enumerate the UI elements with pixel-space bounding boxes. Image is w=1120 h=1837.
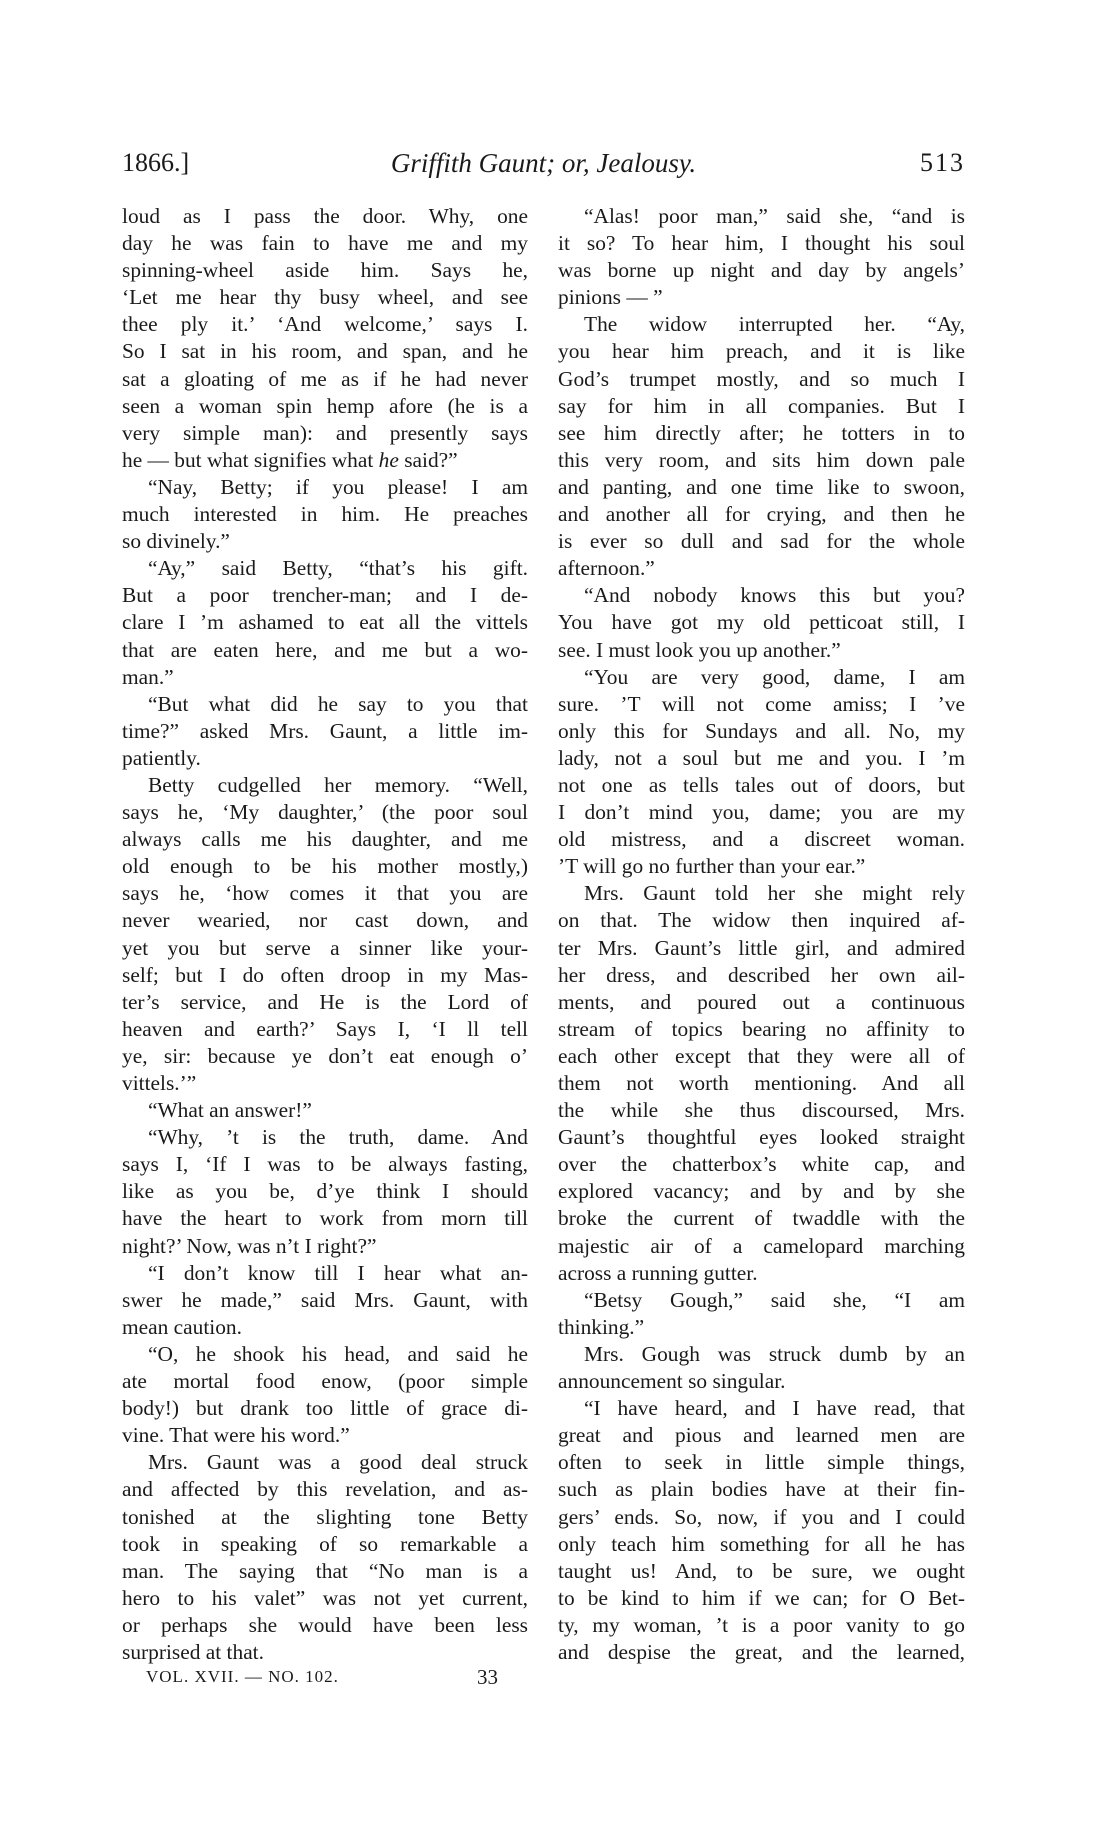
text-line: heaven and earth?’ Says I, ‘I ll tell — [122, 1016, 528, 1041]
text-line: see him directly after; he totters in to — [558, 420, 965, 445]
text-line: took in speaking of so remarkable a — [122, 1531, 528, 1556]
text-line: the while she thus discoursed, Mrs. — [558, 1098, 965, 1123]
text-line: much interested in him. He preaches — [122, 502, 528, 527]
text-line: or perhaps she would have been less — [122, 1612, 528, 1637]
text-line: ate mortal food enow, (poor simple — [122, 1369, 528, 1394]
header-year: 1866.] — [122, 148, 190, 177]
text-line: day he was fain to have me and my — [122, 231, 528, 256]
text-line: such as plain bodies have at their fin- — [558, 1477, 965, 1502]
left-column — [122, 203, 528, 1666]
header-title: Griffith Gaunt; or, Jealousy. — [390, 148, 697, 178]
text-line: “Nay, Betty; if you please! I am — [148, 474, 528, 499]
text-line: pinions — ” — [558, 285, 663, 310]
text-line: great and pious and learned men are — [558, 1423, 965, 1448]
text-line: The widow interrupted her. “Ay, — [584, 312, 965, 337]
text-line: thee ply it.’ ‘And welcome,’ says I. — [122, 312, 528, 337]
text-line: surprised at that. — [122, 1639, 264, 1664]
text-line: that are eaten here, and me but a wo- — [122, 637, 528, 662]
text-line: Gaunt’s thoughtful eyes looked straight — [558, 1125, 965, 1150]
text-line: ter Mrs. Gaunt’s little girl, and admired — [558, 935, 965, 960]
text-line: taught us! And, to be sure, we ought — [558, 1558, 965, 1583]
text-line: broke the current of twaddle with the — [558, 1206, 965, 1231]
text-line: is ever so dull and sad for the whole — [558, 529, 965, 554]
text-line: “Why, ’t is the truth, dame. And — [148, 1125, 528, 1150]
text-line: ments, and poured out a continuous — [558, 989, 965, 1014]
text-line: “But what did he say to you that — [148, 691, 528, 716]
text-line: thinking.” — [558, 1314, 645, 1339]
text-line: hero to his valet” was not yet current, — [122, 1585, 528, 1610]
text-line: stream of topics bearing no affinity to — [558, 1016, 965, 1041]
text-line: body!) but drank too little of grace di- — [122, 1396, 528, 1421]
text-line: have the heart to work from morn till — [122, 1206, 528, 1231]
page-number: 513 — [920, 148, 965, 177]
text-line: seen a woman spin hemp afore (he is a — [122, 393, 528, 418]
text-line: “Ay,” said Betty, “that’s his gift. — [148, 556, 528, 581]
text-line: you hear him preach, and it is like — [558, 339, 965, 364]
text-line: sat a gloating of me as if he had never — [122, 366, 528, 391]
text-line: “I have heard, and I have read, that — [584, 1396, 965, 1421]
text-line: each other except that they were all of — [558, 1043, 965, 1068]
text-line: “What an answer!” — [148, 1098, 312, 1123]
text-line: he — but what signifies what he said?” — [122, 447, 458, 472]
text-line: “You are very good, dame, I am — [584, 664, 965, 689]
text-line: ty, my woman, ’t is a poor vanity to go — [558, 1612, 965, 1637]
volume-number: VOL. XVII. — NO. 102. — [146, 1667, 339, 1686]
text-line: her dress, and described her own ail- — [558, 962, 965, 987]
text-line: only this for Sundays and all. No, my — [558, 718, 965, 743]
text-line: time?” asked Mrs. Gaunt, a little im- — [122, 718, 528, 743]
text-line: vine. That were his word.” — [122, 1423, 350, 1448]
text-line: So I sat in his room, and span, and he — [122, 339, 528, 364]
text-line: old mistress, and a discreet woman. — [558, 827, 965, 852]
text-line: lady, not a soul but me and you. I ’m — [558, 745, 965, 770]
text-line: them not worth mentioning. And all — [558, 1071, 965, 1095]
text-line: Betty cudgelled her memory. “Well, — [148, 772, 528, 797]
text-line: announcement so singular. — [558, 1369, 786, 1394]
text-line: I don’t mind you, dame; you are my — [558, 800, 965, 825]
text-line: only teach him something for all he has — [558, 1531, 965, 1556]
text-line: swer he made,” said Mrs. Gaunt, with — [122, 1287, 528, 1312]
text-line: You have got my old petticoat still, I — [558, 610, 965, 635]
text-line: loud as I pass the door. Why, one — [122, 204, 528, 228]
text-line: this very room, and sits him down pale — [558, 447, 965, 472]
text-line: ter’s service, and He is the Lord of — [122, 989, 528, 1014]
text-line: tonished at the slighting tone Betty — [122, 1504, 528, 1529]
text-line: spinning-wheel aside him. Says he, — [122, 258, 528, 283]
text-line: ‘Let me hear thy busy wheel, and see — [122, 285, 528, 310]
running-header — [122, 148, 965, 184]
text-line: across a running gutter. — [558, 1260, 758, 1285]
text-line: “O, he shook his head, and said he — [148, 1341, 528, 1366]
text-line: night?’ Now, was n’t I right?” — [122, 1233, 377, 1258]
text-line: says I, ‘If I was to be always fasting, — [122, 1152, 528, 1177]
text-line: Mrs. Gaunt was a good deal struck — [148, 1450, 528, 1475]
text-line: majestic air of a camelopard marching — [558, 1233, 965, 1258]
text-line: Mrs. Gough was struck dumb by an — [584, 1341, 965, 1366]
text-line: ye, sir: because ye don’t eat enough o’ — [122, 1043, 528, 1068]
text-line: “And nobody knows this but you? — [584, 583, 965, 608]
text-line: it so? To hear him, I thought his soul — [558, 231, 965, 256]
text-line: self; but I do often droop in my Mas- — [122, 962, 528, 987]
text-line: “I don’t know till I hear what an- — [148, 1260, 528, 1285]
text-line: says he, ‘My daughter,’ (the poor soul — [122, 800, 528, 825]
text-line: gers’ ends. So, now, if you and I could — [558, 1504, 965, 1529]
text-line: God’s trumpet mostly, and so much I — [558, 366, 965, 391]
text-line: over the chatterbox’s white cap, and — [558, 1152, 965, 1177]
text-line: always calls me his daughter, and me — [122, 827, 528, 852]
text-line: man. The saying that “No man is a — [122, 1558, 528, 1583]
text-line: on that. The widow then inquired af- — [558, 908, 965, 933]
text-line: often to seek in little simple things, — [558, 1450, 965, 1475]
text-line: not one as tells tales out of doors, but — [558, 772, 965, 797]
text-line: so divinely.” — [122, 529, 230, 554]
text-line: explored vacancy; and by and by she — [558, 1179, 965, 1204]
text-line: and another all for crying, and then he — [558, 502, 965, 527]
text-line: patiently. — [122, 745, 201, 770]
text-line: and affected by this revelation, and as- — [122, 1477, 528, 1502]
text-line: “Betsy Gough,” said she, “I am — [584, 1287, 965, 1312]
text-line: never wearied, nor cast down, and — [122, 908, 528, 933]
text-line: says he, ‘how comes it that you are — [122, 881, 528, 906]
text-line: “Alas! poor man,” said she, “and is — [584, 204, 965, 228]
text-line: and panting, and one time like to swoon, — [558, 474, 965, 499]
text-line: mean caution. — [122, 1314, 242, 1339]
text-line: yet you but serve a sinner like your- — [122, 935, 528, 960]
text-line: But a poor trencher-man; and I de- — [122, 583, 528, 608]
text-line: sure. ’T will not come amiss; I ’ve — [558, 691, 965, 716]
text-line: clare I ’m ashamed to eat all the vittels — [122, 610, 528, 635]
text-line: see. I must look you up another.” — [558, 637, 841, 662]
text-line: Mrs. Gaunt told her she might rely — [584, 881, 965, 906]
page-footer — [122, 1667, 528, 1697]
text-line: and despise the great, and the learned, — [558, 1639, 965, 1664]
text-line: vittels.’” — [122, 1071, 197, 1095]
text-line: say for him in all companies. But I — [558, 393, 965, 418]
text-line: ’T will go no further than your ear.” — [558, 854, 866, 879]
text-line: very simple man): and presently says — [122, 420, 528, 445]
right-column — [558, 203, 965, 1666]
text-line: afternoon.” — [558, 556, 655, 581]
text-line: was borne up night and day by angels’ — [558, 258, 965, 283]
text-line: to be kind to him if we can; for O Bet- — [558, 1585, 965, 1610]
signature-mark: 33 — [477, 1665, 498, 1689]
text-line: man.” — [122, 664, 174, 689]
text-line: like as you be, d’ye think I should — [122, 1179, 528, 1204]
text-line: old enough to be his mother mostly,) — [122, 854, 528, 879]
